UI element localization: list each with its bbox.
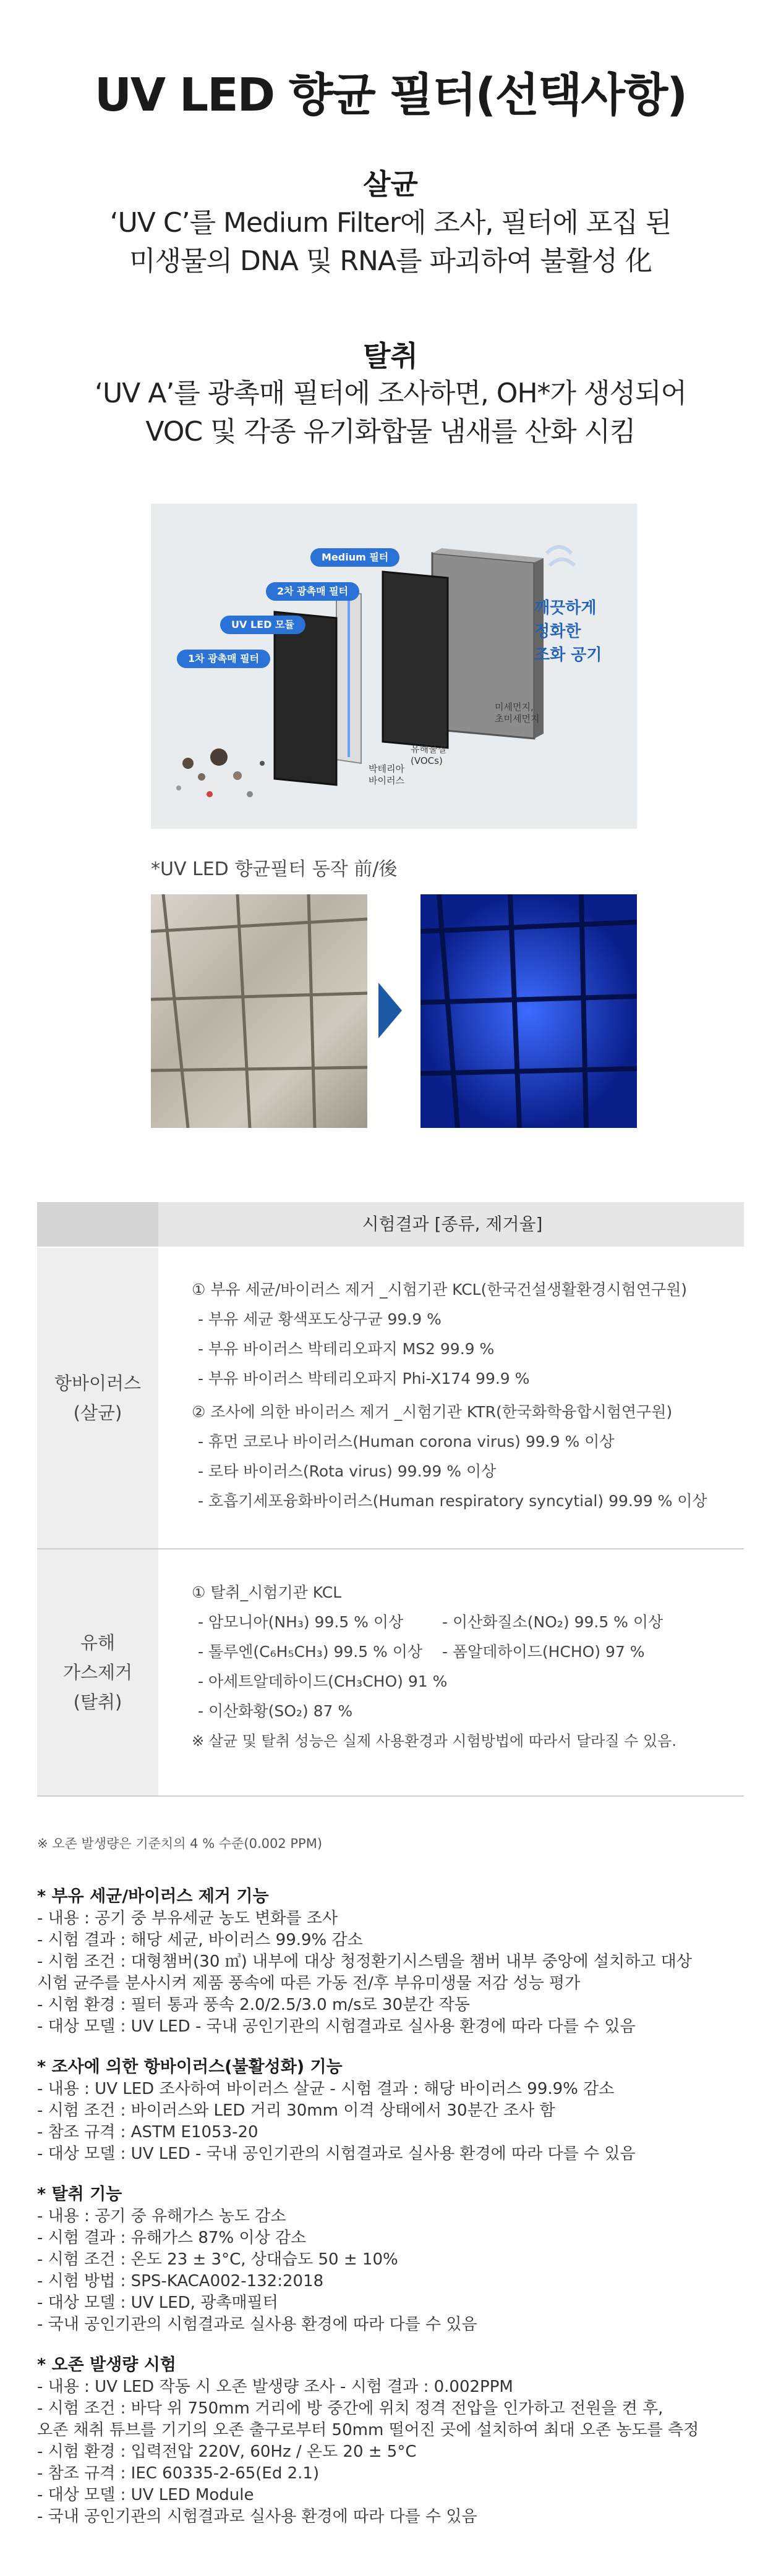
block-heading-antiviral: * 조사에 의한 항바이러스(불활성화) 기능 xyxy=(37,2057,343,2077)
table-row-line: - 휴먼 코로나 바이러스(Human corona virus) 99.9 % 이상 xyxy=(198,1433,615,1451)
table-row-line: - 톨루엔(C₆H₅CH₃) 99.5 % 이상 xyxy=(198,1643,423,1661)
filter-grid-before xyxy=(151,894,367,1128)
uv-led-module xyxy=(336,590,361,763)
block-line: - 시험 결과 : 해당 세균, 바이러스 99.9% 감소 xyxy=(37,1931,363,1949)
sterilization-line-1: ‘UV C’를 Medium Filter에 조사, 필터에 포집 된 xyxy=(109,207,672,239)
block-line: - 시험 조건 : 바닥 위 750mm 거리에 방 중간에 위치 정격 전압을 인가하고 전원을 켠 후, xyxy=(37,2399,664,2418)
block-line: - 대상 모델 : UV LED - 국내 공인기관의 시험결과로 실사용 환경에 따라 다를 수 있음 xyxy=(37,2017,636,2036)
block-line: - 국내 공인기관의 시험결과로 실사용 환경에 따라 다를 수 있음 xyxy=(37,2507,477,2526)
block-line: - 시험 방법 : SPS-KACA002-132:2018 xyxy=(37,2272,324,2290)
filter-before-photo xyxy=(151,894,367,1128)
table-row-line: - 암모니아(NH₃) 99.5 % 이상 xyxy=(198,1613,404,1631)
block-line: - 시험 결과 : 유해가스 87% 이상 감소 xyxy=(37,2229,307,2247)
block-line: - 대상 모델 : UV LED Module xyxy=(37,2486,254,2504)
label-vocs: 유해물질 (VOCs) xyxy=(411,744,446,766)
sterilization-line-2: 미생물의 DNA 및 RNA를 파괴하여 불활성 化 xyxy=(129,245,652,277)
filter-grid-after xyxy=(420,894,637,1128)
label-medium-filter: Medium 필터 xyxy=(310,548,399,567)
photocatalyst-filter-2 xyxy=(383,572,448,748)
block-line: - 내용 : 공기 중 부유세균 농도 변화를 조사 xyxy=(37,1909,338,1928)
table-row-line: - 로타 바이러스(Rota virus) 99.99 % 이상 xyxy=(198,1462,497,1480)
table-row-line: ① 부유 세균/바이러스 제거 _시험기관 KCL(한국건설생활환경시험연구원) xyxy=(192,1281,688,1299)
label-fine-dust: 미세먼지, 초미세먼지 xyxy=(495,701,540,724)
block-line: - 시험 환경 : 필터 통과 풍속 2.0/2.5/3.0 m/s로 30분간 작동 xyxy=(37,1996,470,2014)
table-row-line: ① 탈취_시험기관 KCL xyxy=(192,1583,342,1601)
block-line: - 시험 조건 : 대형챔버(30 ㎥) 내부에 대상 청정환기시스템을 챔버 내부 중앙에 설치하고 대상 xyxy=(37,1952,692,1971)
block-line: - 대상 모델 : UV LED - 국내 공인기관의 시험결과로 실사용 환경에 따라 다를 수 있음 xyxy=(37,2145,636,2163)
deodorization-heading: 탈취 xyxy=(363,339,418,373)
table-row-line: - 아세트알데하이드(CH₃CHO) 91 % xyxy=(198,1672,448,1690)
table-header-label: 시험결과 [종류, 제거율] xyxy=(362,1214,543,1234)
block-line: - 시험 조건 : 바이러스와 LED 거리 30mm 이격 상태에서 30분간 조사 함 xyxy=(37,2101,555,2120)
block-line: - 시험 조건 : 온도 23 ± 3°C, 상대습도 50 ± 10% xyxy=(37,2250,398,2269)
filter-diagram xyxy=(151,504,637,829)
block-heading-deodorization: * 탈취 기능 xyxy=(37,2185,122,2204)
label-photocatalyst-2: 2차 광촉매 필터 xyxy=(266,582,359,601)
table-header-corner xyxy=(37,1202,158,1247)
deodorization-line-1: ‘UV A’를 광촉매 필터에 조사하면, OH*가 생성되어 xyxy=(94,378,687,409)
block-heading-ozone: * 오존 발생량 시험 xyxy=(37,2355,176,2375)
table-row-line: - 호흡기세포융화바이러스(Human respiratory syncytial) 99.99 % 이상 xyxy=(198,1492,707,1510)
row-label-antiviral: 항바이러스 (살균) xyxy=(37,1248,158,1548)
deodorization-line-2: VOC 및 각종 유기화합물 냄새를 산화 시킴 xyxy=(145,416,636,447)
table-row-line: - 이산화질소(NO₂) 99.5 % 이상 xyxy=(442,1613,664,1631)
block-line: - 국내 공인기관의 시험결과로 실사용 환경에 따라 다를 수 있음 xyxy=(37,2315,477,2334)
block-line: - 참조 규격 : ASTM E1053-20 xyxy=(37,2123,258,2142)
table-row-line: - 부유 바이러스 박테리오파지 MS2 99.9 % xyxy=(198,1340,495,1358)
block-line: - 내용 : 공기 중 유해가스 농도 감소 xyxy=(37,2207,286,2226)
label-clean-air: 깨끗하게 정화한 조화 공기 xyxy=(534,599,602,664)
sterilization-heading: 살균 xyxy=(363,167,418,201)
table-row-line: - 부유 세균 황색포도상구균 99.9 % xyxy=(198,1310,442,1328)
block-line: - 시험 환경 : 입력전압 220V, 60Hz / 온도 20 ± 5°C xyxy=(37,2443,417,2461)
page-title: UV LED 향균 필터(선택사항) xyxy=(94,69,687,122)
pollutant-particles xyxy=(176,748,265,797)
block-line: - 내용 : UV LED 조사하여 바이러스 살균 - 시험 결과 : 해당 바이러스 99.9% 감소 xyxy=(37,2080,615,2098)
before-after-arrow-icon xyxy=(378,983,402,1038)
block-line: - 대상 모델 : UV LED, 광촉매필터 xyxy=(37,2294,278,2312)
label-uv-led-module: UV LED 모듈 xyxy=(220,616,305,634)
ozone-note: ※ 오존 발생량은 기준치의 4 % 수준(0.002 PPM) xyxy=(37,1836,323,1851)
table-row-line: - 이산화황(SO₂) 87 % xyxy=(198,1702,353,1720)
row-label-deodorization: 유해 가스제거 (탈취) xyxy=(37,1549,158,1795)
table-row-line: - 폼알데하이드(HCHO) 97 % xyxy=(442,1643,645,1661)
filter-after-photo xyxy=(420,894,637,1128)
label-photocatalyst-1: 1차 광촉매 필터 xyxy=(177,650,270,668)
block-line: - 참조 규격 : IEC 60335-2-65(Ed 2.1) xyxy=(37,2464,320,2483)
table-row-line: ② 조사에 의한 바이러스 제거 _시험기관 KTR(한국화학융합시험연구원) xyxy=(192,1403,673,1421)
block-line: 시험 균주를 분사시켜 제품 풍속에 따른 가동 전/후 부유미생물 저감 성능 평가 xyxy=(37,1974,581,1993)
table-row-line: ※ 살균 및 탈취 성능은 실제 사용환경과 시험방법에 따라서 달라질 수 있음. xyxy=(192,1732,676,1750)
photocatalyst-filter-1 xyxy=(275,612,336,785)
block-line: - 내용 : UV LED 작동 시 오존 발생량 조사 - 시험 결과 : 0.002PPM xyxy=(37,2378,513,2396)
clean-air-flow xyxy=(547,547,574,566)
photo-caption: *UV LED 향균필터 동작 前/後 xyxy=(151,858,398,880)
table-bottom-line xyxy=(37,1795,744,1797)
block-line: 오존 채취 튜브를 기기의 오존 출구로부터 50mm 떨어진 곳에 설치하여 최대 오존 농도를 측정 xyxy=(37,2421,699,2439)
table-row-line: - 부유 바이러스 박테리오파지 Phi-X174 99.9 % xyxy=(198,1370,530,1388)
label-bacteria-virus: 박테리아 바이러스 xyxy=(369,763,404,786)
table-header xyxy=(37,1202,744,1247)
block-heading-airborne: * 부유 세균/바이러스 제거 기능 xyxy=(37,1887,269,1906)
